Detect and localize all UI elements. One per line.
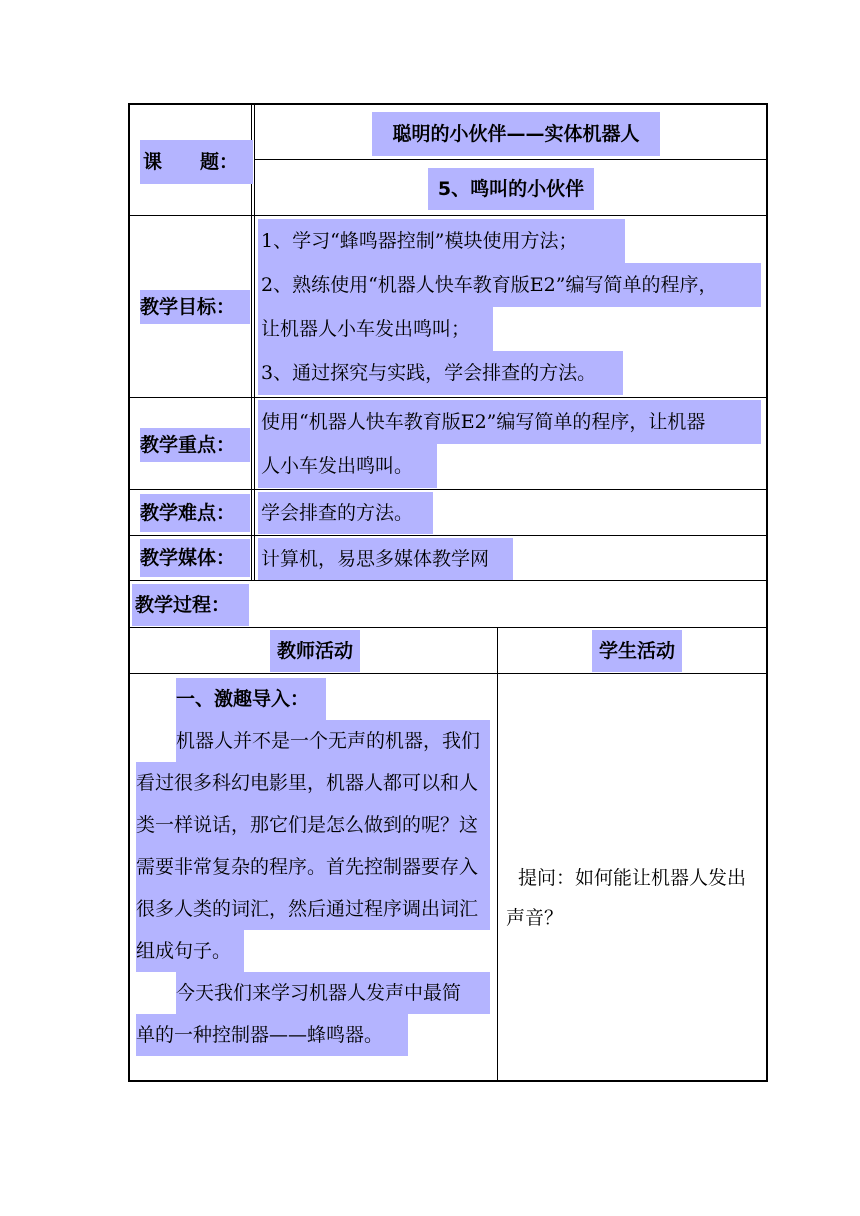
table-border-top bbox=[128, 103, 768, 105]
student-activity-content bbox=[506, 858, 764, 938]
media-label: 教学媒体： bbox=[140, 539, 250, 577]
objective-line-3: 让机器人小车发出鸣叫； bbox=[258, 307, 493, 351]
row-sep-7 bbox=[129, 673, 767, 674]
row-sep-4 bbox=[129, 535, 767, 536]
objective-line-4: 3、通过探究与实践，学会排查的方法。 bbox=[258, 351, 623, 395]
para1-line-3: 类一样说话，那它们是怎么做到的呢？这 bbox=[136, 804, 490, 846]
key-points-label: 教学重点： bbox=[140, 428, 250, 462]
row-sep-6 bbox=[129, 627, 767, 628]
course-label: 课 题： bbox=[140, 140, 253, 184]
para1-line-4: 需要非常复杂的程序。首先控制器要存入 bbox=[136, 846, 490, 888]
key-point-line-1: 使用“机器人快车教育版E2”编写简单的程序，让机器 bbox=[258, 400, 761, 444]
objective-line-2: 2、熟练使用“机器人快车教育版E2”编写简单的程序， bbox=[258, 263, 761, 307]
table-border-right bbox=[766, 103, 768, 1082]
key-points-content bbox=[258, 400, 761, 488]
row-sep-3 bbox=[129, 489, 767, 490]
difficulties-label: 教学难点： bbox=[140, 494, 250, 532]
key-point-line-2: 人小车发出鸣叫。 bbox=[258, 444, 437, 488]
student-activity-header: 学生活动 bbox=[592, 630, 682, 672]
difficulties-text: 学会排查的方法。 bbox=[258, 492, 433, 534]
para1-line-6: 组成句子。 bbox=[136, 930, 244, 972]
row-sep-1 bbox=[129, 215, 767, 216]
teacher-activity-header: 教师活动 bbox=[270, 630, 360, 672]
para1-line-2: 看过很多科幻电影里，机器人都可以和人 bbox=[136, 762, 490, 804]
table-border-bottom bbox=[128, 1080, 768, 1082]
row-sep-2 bbox=[129, 397, 767, 398]
label-divider-b bbox=[254, 104, 255, 580]
lesson-subtitle: 5、鸣叫的小伙伴 bbox=[428, 168, 594, 210]
objectives-content bbox=[258, 219, 761, 395]
objective-line-1: 1、学习“蜂鸣器控制”模块使用方法； bbox=[258, 219, 625, 263]
process-label: 教学过程： bbox=[132, 584, 249, 626]
objectives-label: 教学目标： bbox=[140, 290, 250, 324]
para2-line-2: 单的一种控制器——蜂鸣器。 bbox=[136, 1014, 408, 1056]
para1-line-1: 机器人并不是一个无声的机器，我们 bbox=[176, 720, 490, 762]
para2-line-1: 今天我们来学习机器人发声中最简 bbox=[176, 972, 490, 1014]
para1-line-5: 很多人类的词汇，然后通过程序调出词汇 bbox=[136, 888, 490, 930]
table-border-left bbox=[128, 103, 130, 1082]
student-line-2: 声音？ bbox=[506, 907, 564, 929]
media-text: 计算机，易思多媒体教学网 bbox=[258, 538, 513, 580]
row-sep-5 bbox=[129, 580, 767, 581]
activity-divider bbox=[497, 628, 498, 1081]
course-title: 聪明的小伙伴——实体机器人 bbox=[372, 112, 660, 156]
row-sep-course bbox=[254, 159, 767, 160]
student-line-1: 提问：如何能让机器人发出 bbox=[518, 867, 747, 889]
teacher-activity-content bbox=[136, 678, 496, 1056]
intro-section-title: 一、激趣导入： bbox=[176, 678, 326, 720]
